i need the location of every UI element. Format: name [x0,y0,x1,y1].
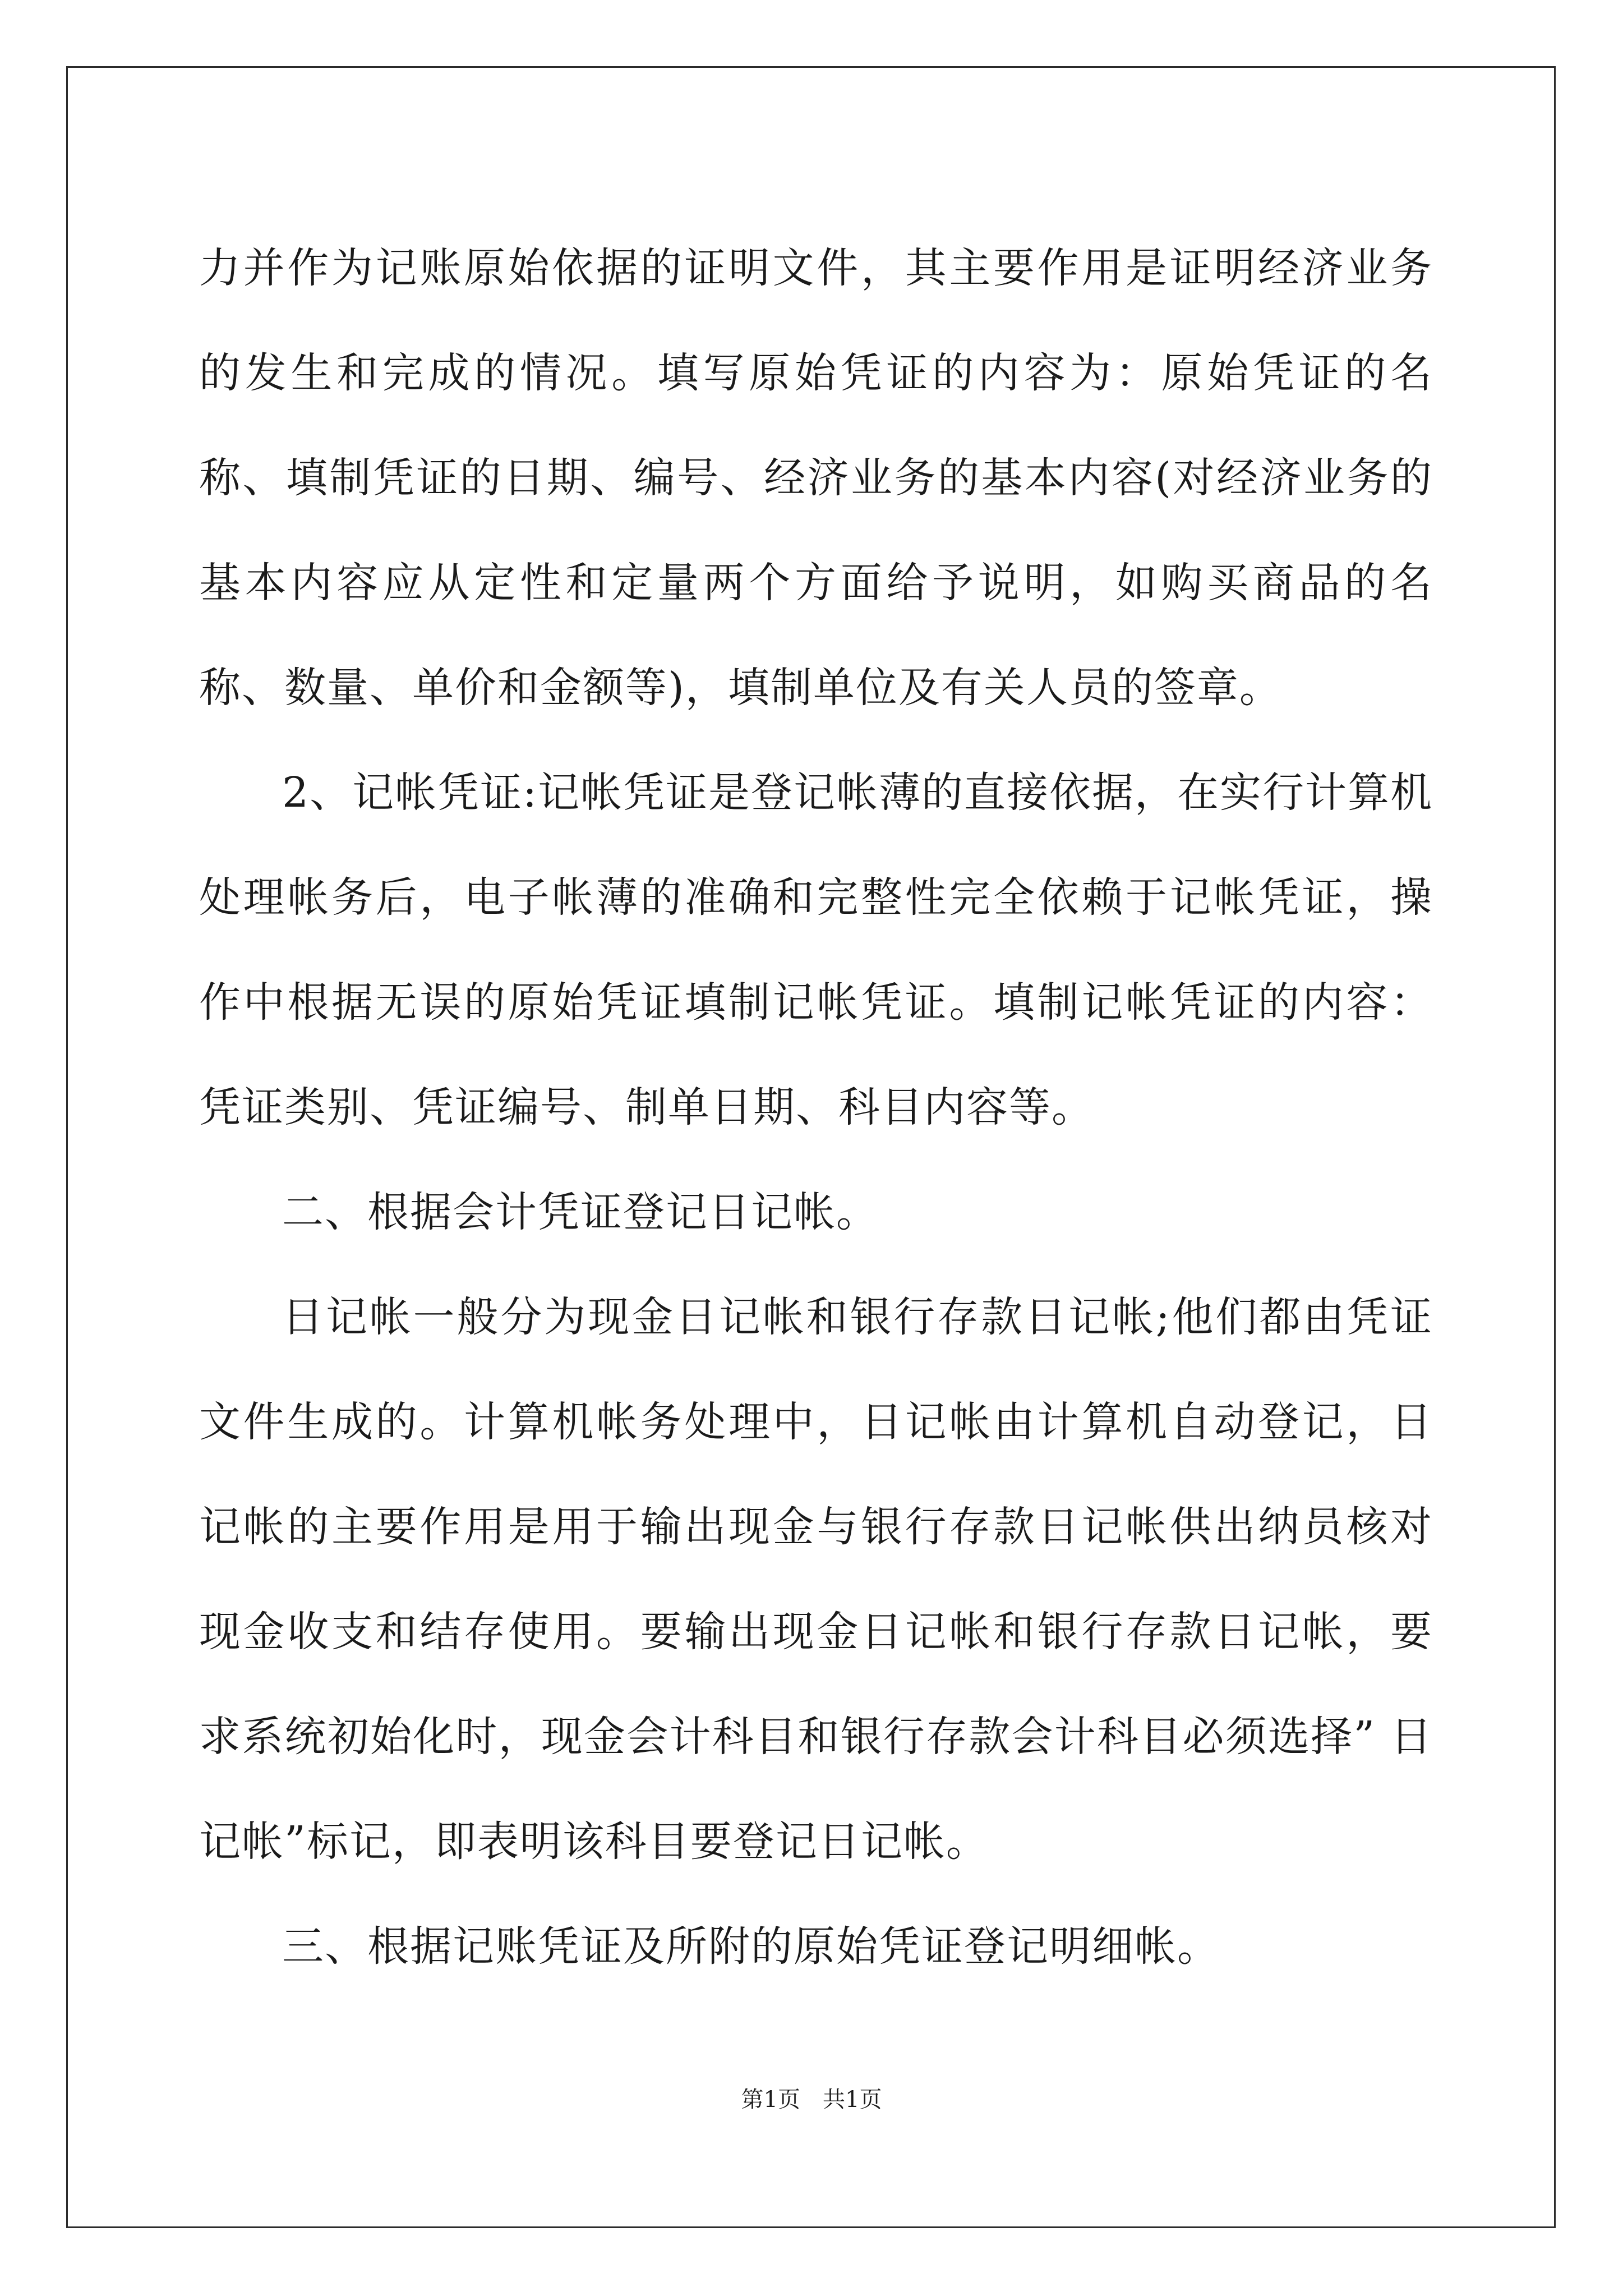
paragraph-1: 力并作为记账原始依据的证明文件，其主要作用是证明经济业务的发生和完成的情况。填写原始凭证的内容为：原始凭证的名称、填制凭证的日期、编号、经济业务的基本内容(对经济业务的基本内容应从定性和定量两个方面给予说明，如购买商品的名称、数量、单价和金额等)，填制单位及有关人员的签章。 [199,244,1433,712]
paragraph-3: 二、根据会计凭证登记日记帐。 [282,1188,879,1236]
page-footer: 第1页 共1页 [741,2087,882,2113]
document-body [199,216,1433,1999]
paragraph-4: 日记帐一般分为现金日记帐和银行存款日记帐;他们都由凭证文件生成的。计算机帐务处理中，日记帐由计算机自动登记，日记帐的主要作用是用于输出现金与银行存款日记帐供出纳员核对现金收支和结存使用。要输出现金日记帐和银行存款日记帐，要求系统初始化时，现金会计科目和银行存款会计科目必须选择” 日记帐”标记，即表明该科目要登记日记帐。 [199,1293,1433,1866]
paragraph-2: 2、记帐凭证:记帐凭证是登记帐薄的直接依据，在实行计算机处理帐务后，电子帐薄的准确和完整性完全依赖于记帐凭证，操作中根据无误的原始凭证填制记帐凭证。填制记帐凭证的内容：凭证类别、凭证编号、制单日期、科目内容等。 [199,769,1433,1131]
paragraph-5: 三、根据记账凭证及所附的原始凭证登记明细帐。 [282,1922,1220,1971]
